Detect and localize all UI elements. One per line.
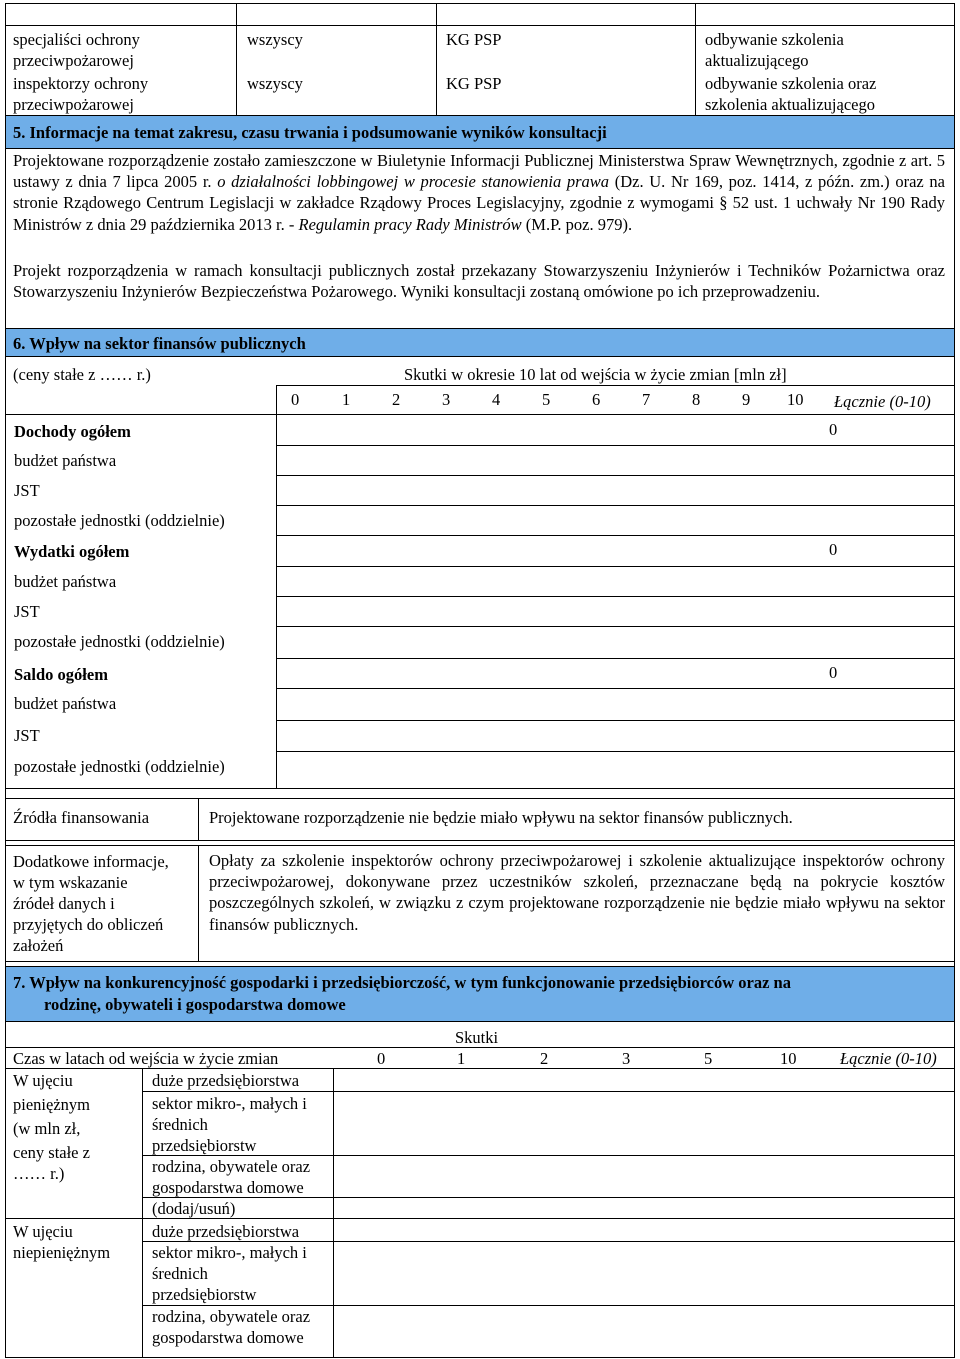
group-total: 0 (829, 540, 838, 559)
table-row: pozostałe jednostki (oddzielnie) (14, 632, 225, 651)
table-row: budżet państwa (14, 694, 117, 713)
year-header-cell: 6 (592, 390, 601, 409)
table-row: budżet państwa (14, 451, 117, 470)
table-row: JST (14, 602, 40, 621)
year-header-cell: 10 (780, 1049, 797, 1068)
scope: wszyscy (247, 30, 303, 49)
year-header-cell: 0 (377, 1049, 386, 1068)
sources-text: Projektowane rozporządzenie nie będzie miało wpływu na sektor finansów publicznych. (209, 808, 793, 827)
year-header-cell: 5 (704, 1049, 713, 1068)
year-header-cell: 8 (692, 390, 701, 409)
group-title: Dochody ogółem (14, 422, 131, 441)
scope: wszyscy (247, 74, 303, 93)
year-header-cell: 9 (742, 390, 751, 409)
effect-cont: aktualizującego (705, 51, 809, 70)
group-name-cont: przeciwpożarowej (13, 51, 134, 70)
effects-header: Skutki w okresie 10 lat od wejścia w życie zmian [mln zł] (404, 365, 787, 384)
s7-total-header: Łącznie (0-10) (840, 1049, 937, 1068)
table-row: pozostałe jednostki (oddzielnie) (14, 757, 225, 776)
effect: odbywanie szkolenia oraz (705, 74, 877, 93)
table-row: JST (14, 726, 40, 745)
section7-heading-cont: rodzinę, obywateli i gospodarstwa domowe (44, 995, 346, 1014)
group-name: inspektorzy ochrony (13, 74, 149, 93)
group-total: 0 (829, 663, 838, 682)
total-header: Łącznie (0-10) (834, 392, 931, 411)
year-header-cell: 2 (540, 1049, 549, 1068)
effects-label: Skutki (455, 1028, 499, 1047)
body: KG PSP (446, 30, 502, 49)
year-header-cell: 2 (392, 390, 401, 409)
section5-paragraph-1: Projektowane rozporządzenie zostało zamieszczone w Biuletynie Informacji Publicznej Ministerstwa Spraw Wewnętrznych, zgodnie z art. 5 ustawy z dnia 7 lipca 2005 r. o działalności lobbingowej w procesie stanowienia prawa (Dz. U. Nr 169, poz. 1414, z późn. zm.) oraz na stronie Rządowego Centrum Legislacji w zakładce Rządowy Proces Legislacyjny, zgodnie z wymogami § 52 ust. 1 uchwały Nr 190 Rady Ministrów z dnia 29 października 2013 r. - Regulamin pracy Rady Ministrów (M.P. poz. 979). (13, 151, 945, 234)
year-header-cell: 1 (342, 390, 351, 409)
year-header-cell: 3 (622, 1049, 631, 1068)
effect-cont: szkolenia aktualizującego (705, 95, 875, 114)
table-row: pozostałe jednostki (oddzielnie) (14, 511, 225, 530)
time-label: Czas w latach od wejścia w życie zmian (13, 1049, 279, 1068)
group-title: Wydatki ogółem (14, 542, 130, 561)
prices-label: (ceny stałe z …… r.) (13, 365, 151, 384)
section5-heading: 5. Informacje na temat zakresu, czasu trwania i podsumowanie wyników konsultacji (13, 123, 607, 142)
section5-paragraph-2: Projekt rozporządzenia w ramach konsultacji publicznych został przekazany Stowarzyszeniu Inżynierów i Techników Pożarnictwa oraz Stowarzyszeniu Inżynierów Bezpieczeństwa Pożarowego. Wyniki konsultacji zostaną omówione po ich przeprowadzeniu. (13, 261, 945, 302)
section6-heading: 6. Wpływ na sektor finansów publicznych (13, 334, 306, 353)
year-header-cell: 7 (642, 390, 651, 409)
top-border (5, 3, 955, 4)
group-total: 0 (829, 420, 838, 439)
bottom-border (5, 1357, 955, 1358)
list-item: duże przedsiębiorstwa (152, 1222, 300, 1241)
year-header-cell: 5 (542, 390, 551, 409)
body: KG PSP (446, 74, 502, 93)
sources-label: Źródła finansowania (13, 808, 150, 827)
outer-left-border (5, 3, 6, 1358)
list-item: duże przedsiębiorstwa (152, 1071, 300, 1090)
group-name-cont: przeciwpożarowej (13, 95, 134, 114)
table-row: JST (14, 481, 40, 500)
list-item: (dodaj/usuń) (152, 1199, 236, 1218)
year-header-cell: 3 (442, 390, 451, 409)
table-row: budżet państwa (14, 572, 117, 591)
year-header-cell: 4 (492, 390, 501, 409)
section7-heading: 7. Wpływ na konkurencyjność gospodarki i przedsiębiorczość, w tym funkcjonowanie przedsiębiorców oraz na (13, 973, 791, 992)
year-header-cell: 1 (457, 1049, 466, 1068)
effect: odbywanie szkolenia (705, 30, 844, 49)
additional-text: Opłaty za szkolenie inspektorów ochrony przeciwpożarowej i szkolenie aktualizujące inspektorów ochrony przeciwpożarowej, dokonywane przez uczestników szkoleń, przeznaczane będą na pokrycie kosztów poszczególnych szkoleń, w związku z czym projektowane rozporządzenie nie będzie miało wpływu na sektor finansów publicznych. (209, 851, 945, 934)
group-title: Saldo ogółem (14, 665, 108, 684)
group-name: specjaliści ochrony (13, 30, 140, 49)
year-header-cell: 10 (787, 390, 804, 409)
year-header-cell: 0 (291, 390, 300, 409)
